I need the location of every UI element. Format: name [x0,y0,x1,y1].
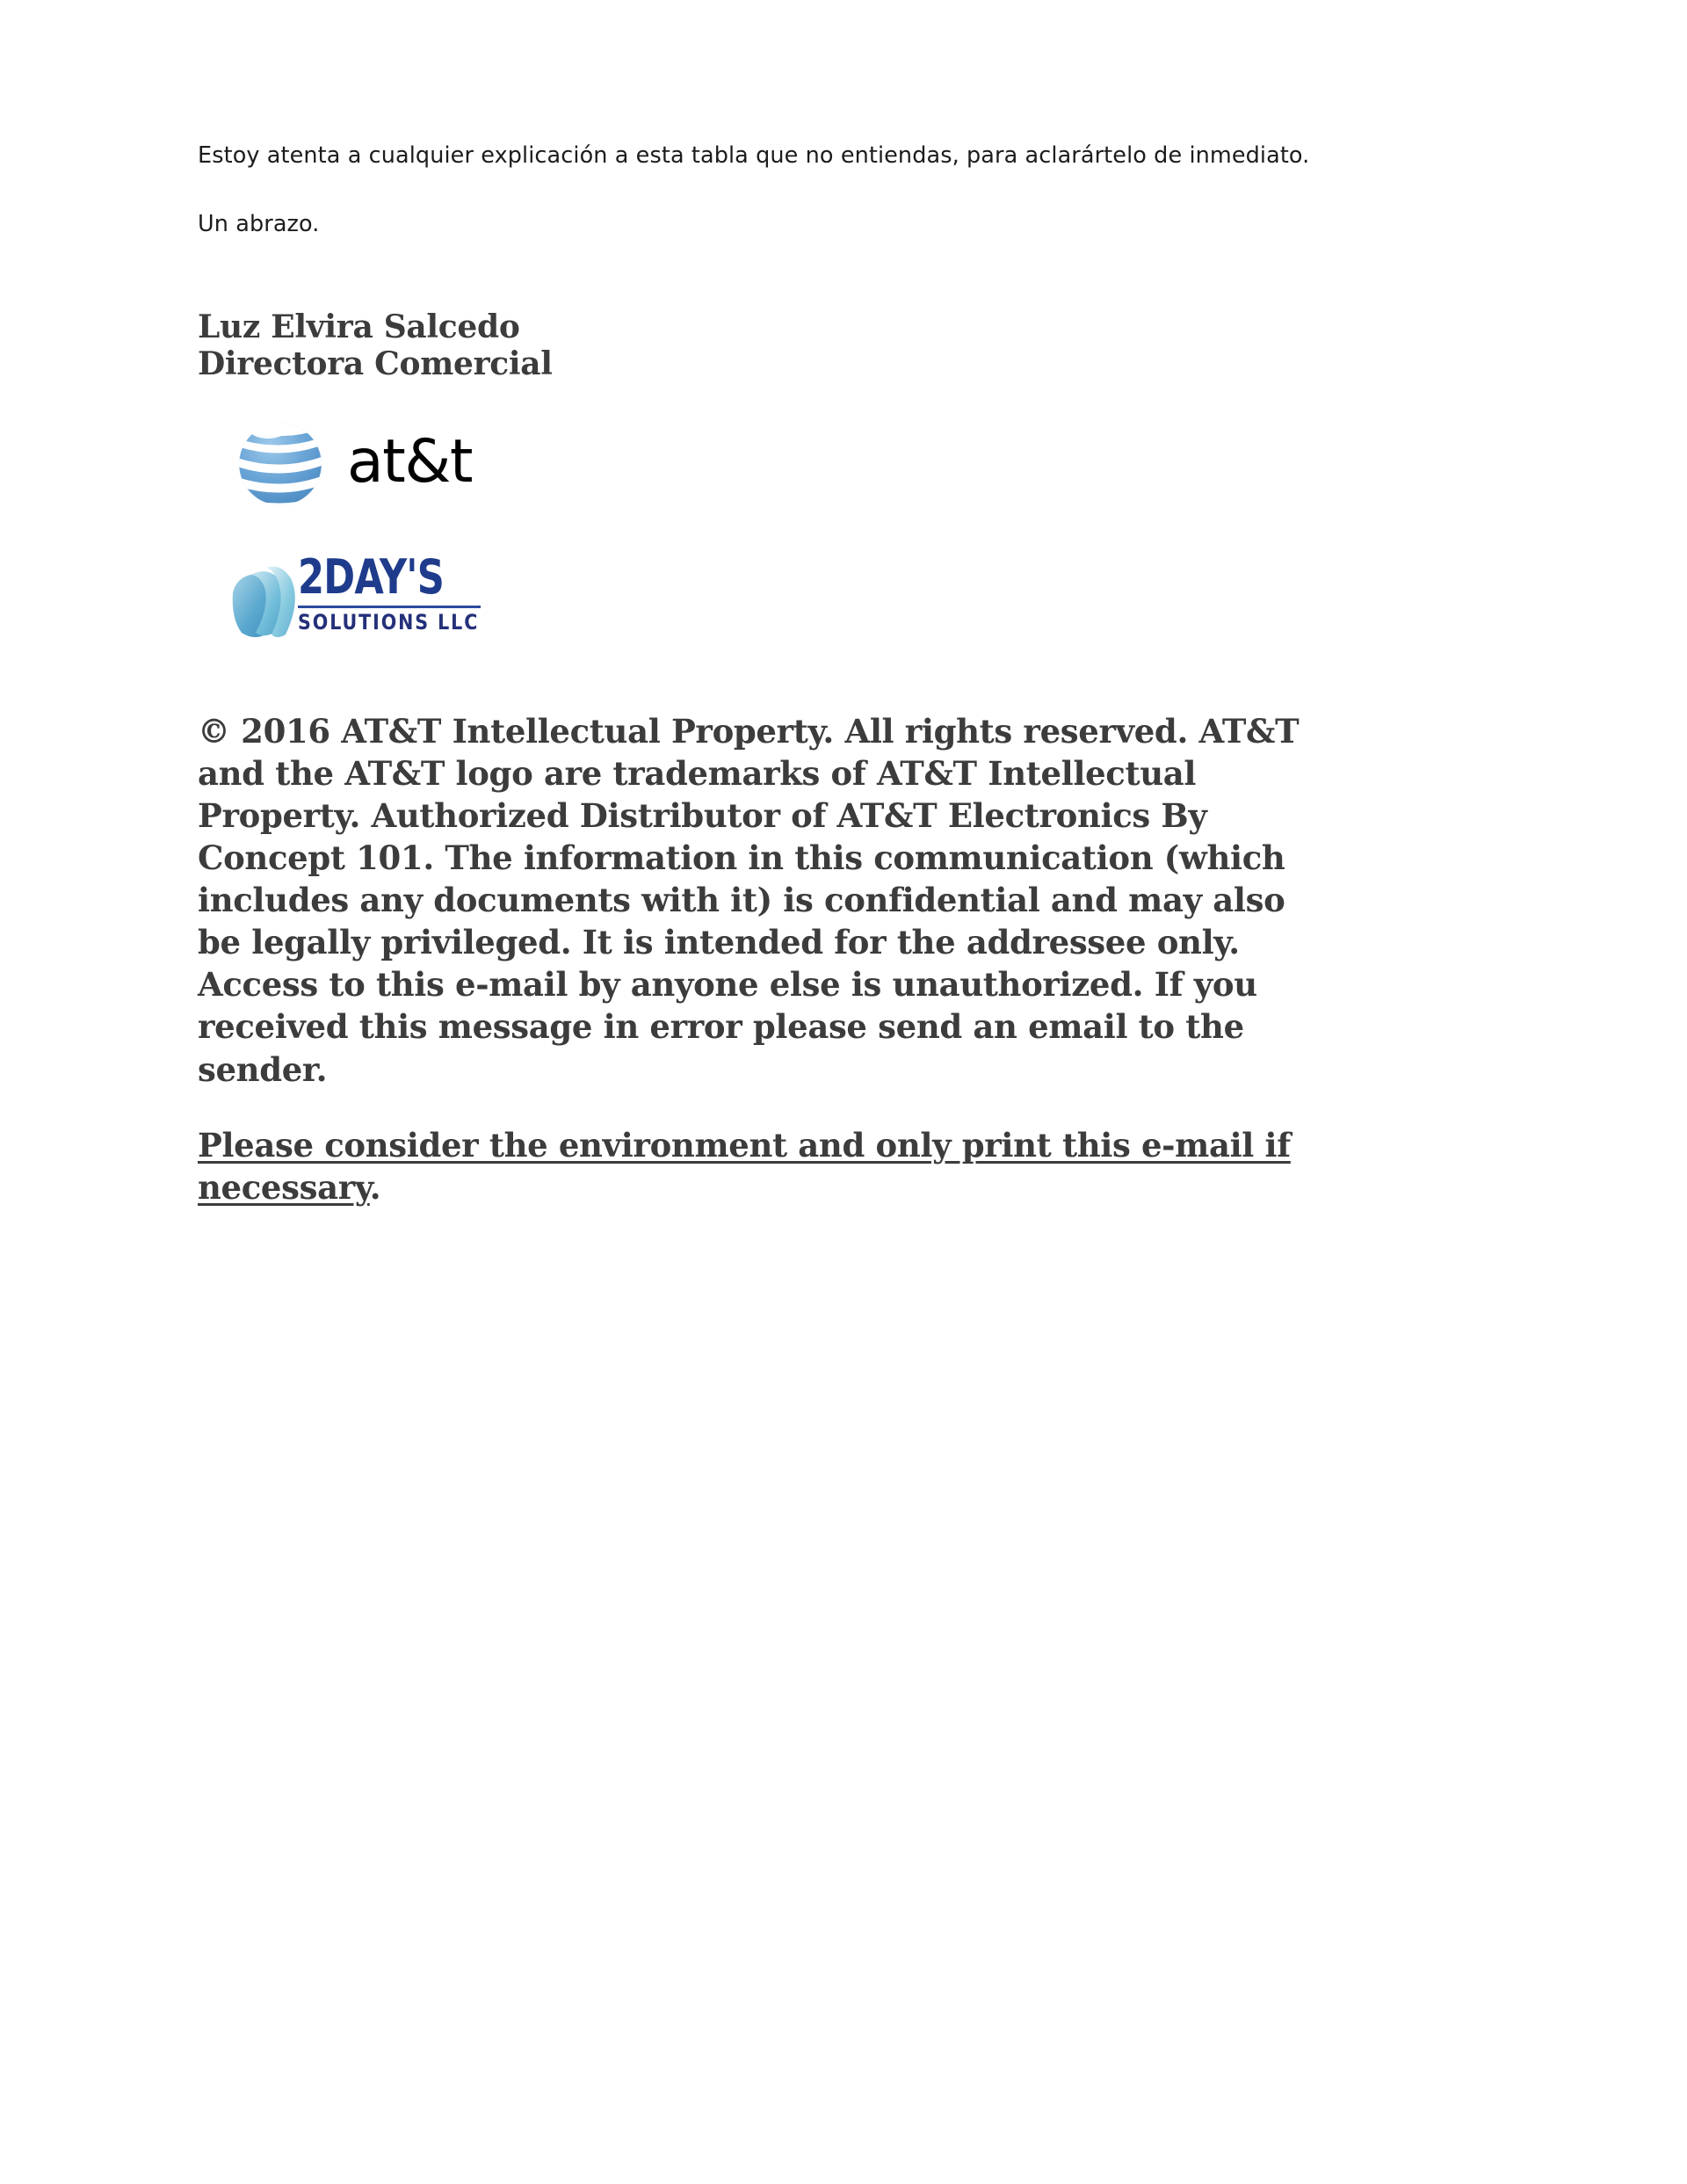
spacer [198,1091,1516,1124]
document-content [198,141,1516,1208]
message-line-2: Un abrazo. [198,211,320,238]
twodays-logo [198,548,1516,649]
att-wordmark: at&t [347,426,473,497]
message-line-1: Estoy atenta a cualquier explicación a esta tabla que no entiendas, para aclarártelo de inmediato. [198,142,1310,169]
spacer [198,171,1516,209]
twodays-wordmark: 2DAY'S [298,548,445,605]
att-logo [198,415,1516,513]
att-globe-icon [233,415,328,510]
spacer [198,649,1516,710]
eco-notice-period: . [369,1167,381,1207]
spacer [198,513,1516,552]
twodays-divider [298,606,481,608]
signature-name: Luz Elvira Salcedo [198,308,520,345]
spacer [198,383,1516,415]
twodays-subtitle: SOLUTIONS LLC [298,609,480,635]
eco-notice-underlined-text: Please consider the environment and only print this e-mail if necessary [198,1125,1291,1207]
eco-notice [198,1124,1305,1208]
copyright-paragraph: © 2016 AT&T Intellectual Property. All rights reserved. AT&T and the AT&T logo are trademarks of AT&T Intellectual Property. Authorized Distributor of AT&T Electronics By Concept 101. The information in this communication (which includes any documents with it) is confidential and may also be legally privileged. It is intended for the addressee only. Access to this e-mail by anyone else is unauthorized. If you received this message in error please send an email to the sender. [198,711,1300,1089]
signature-title: Directora Comercial [198,345,553,383]
speaker-fan-icon [229,557,305,643]
spacer [198,240,1516,308]
